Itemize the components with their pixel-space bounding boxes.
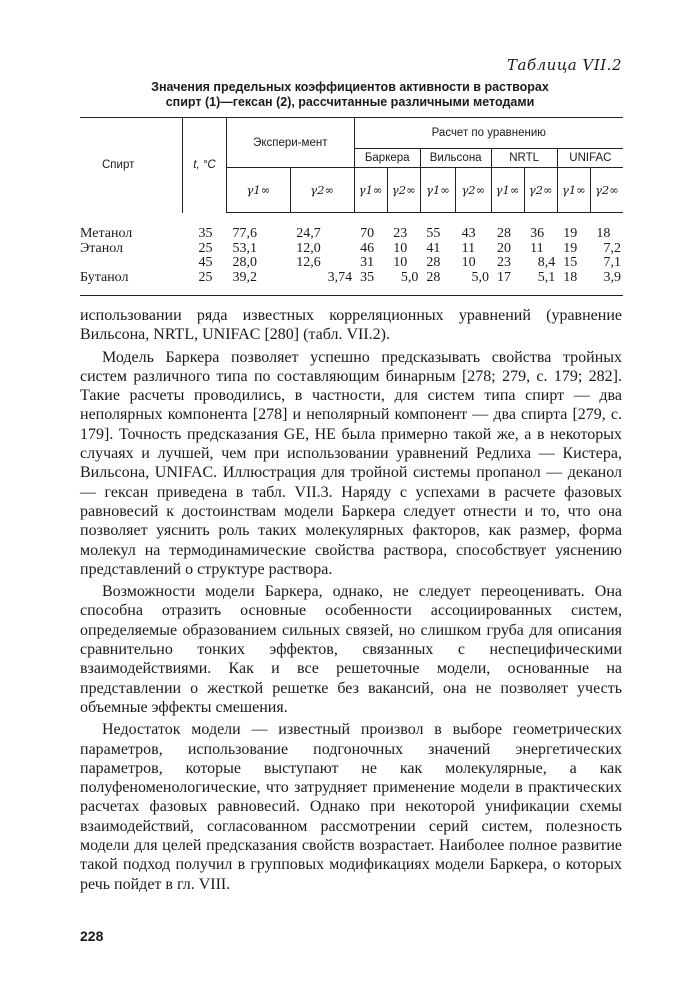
header-gamma2: γ2∞	[387, 168, 420, 213]
cell-wilson-g1: 41	[426, 240, 441, 256]
cell-wilson-g2: 10	[461, 255, 476, 270]
cell-name: Бутанол	[80, 271, 183, 296]
header-gamma2: γ2∞	[590, 168, 623, 213]
cell-unifac-g1: 19	[563, 240, 578, 256]
cell-unifac-g1: 19	[563, 226, 578, 241]
paragraph: Возможности модели Баркера, однако, не следует переоценивать. Она способна отразить основные особенности ассоциированных систем, определяемые образованием сильных связей, но слишком груба для описания сравнительно тонких эффектов, связанных с неспецифическими взаимодействиями. Как и все решеточные модели, основанные на представлении о жесткой решетке без вакансий, она не позволяет учесть объемные эффекты смешения.	[80, 583, 622, 716]
cell-unifac-g2: 7,2	[603, 240, 621, 256]
header-gamma2: γ2∞	[290, 168, 354, 213]
cell-unifac-g2: 7,1	[603, 255, 621, 270]
cell-nrtl-g2: 8,4	[537, 255, 556, 270]
cell-barker-g1: 31	[360, 255, 375, 270]
table-caption	[0, 80, 700, 110]
header-unifac: UNIFAC	[557, 149, 623, 168]
cell-wilson-g2: 11	[461, 240, 476, 256]
table-row	[80, 271, 623, 296]
header-calc: Расчет по уравнению	[354, 118, 623, 149]
header-gamma1: γ1∞	[491, 168, 524, 213]
table-row	[80, 242, 623, 257]
table-label: Таблица VII.2	[507, 56, 622, 74]
paragraph: Недостаток модели — известный произвол в выборе геометрических параметров, использование подгоночных значений энергетических параметров, которые выступают не как молекулярные, а как полуфеноменологические, что затрудняет применение модели в практических расчетах фазовых равновесий. Однако при некоторой унификации схемы взаимодействий, согласованном рассмотрении серий систем, полезность модели для целей предсказания свойств возрастает. Наиболее полное развитие такой подход получил в групповых модификациях модели Баркера, о которых речь пойдет в гл. VIII.	[80, 721, 622, 893]
body-text	[80, 306, 622, 897]
cell-wilson-g2: 5,0	[456, 271, 491, 296]
data-table	[80, 117, 623, 296]
header-wilson: Вильсона	[420, 149, 491, 168]
header-gamma1: γ1∞	[227, 168, 291, 213]
cell-exp-g2: 12,6	[296, 255, 321, 270]
header-barker: Баркера	[354, 149, 420, 168]
cell-exp-g1: 77,6	[232, 226, 257, 241]
caption-line-2: спирт (1)—гексан (2), рассчитанные различными методами	[165, 95, 535, 109]
cell-exp-g2: 24,7	[296, 226, 321, 241]
cell-t: 25	[198, 240, 213, 256]
page-number: 228	[80, 928, 104, 944]
cell-nrtl-g1: 28	[497, 226, 511, 241]
table-row	[80, 213, 623, 242]
cell-name	[80, 256, 183, 271]
cell-nrtl-g1: 23	[497, 255, 511, 270]
cell-unifac-g2: 3,9	[590, 271, 623, 296]
cell-wilson-g2: 43	[461, 226, 476, 241]
header-gamma1: γ1∞	[557, 168, 590, 213]
cell-wilson-g1: 55	[426, 226, 441, 241]
cell-exp-g2: 3,74	[290, 271, 354, 296]
cell-wilson-g1: 28	[426, 255, 441, 270]
cell-t: 35	[198, 225, 213, 241]
cell-name: Этанол	[80, 240, 124, 256]
header-t: t, °C	[183, 118, 227, 213]
cell-barker-g2: 10	[393, 240, 408, 256]
table-row	[80, 256, 623, 271]
cell-nrtl-g2: 5,1	[524, 271, 557, 296]
cell-unifac-g1: 15	[563, 255, 578, 270]
cell-t: 45	[198, 255, 213, 270]
cell-name: Метанол	[80, 225, 133, 241]
header-gamma2: γ2∞	[456, 168, 491, 213]
cell-barker-g2: 23	[393, 226, 408, 241]
cell-barker-g2: 10	[393, 255, 408, 270]
header-gamma1: γ1∞	[420, 168, 455, 213]
header-experiment: Экспери-мент	[227, 118, 355, 168]
cell-barker-g1: 46	[360, 240, 375, 256]
cell-exp-g1: 28,0	[232, 255, 257, 270]
header-nrtl: NRTL	[491, 149, 557, 168]
cell-unifac-g1: 18	[557, 271, 590, 296]
paragraph: использовании ряда известных корреляционных уравнений (уравнение Вильсона, NRTL, UNIFAC [280] (табл. VII.2).	[80, 307, 622, 344]
caption-line-1: Значения предельных коэффициентов активности в растворах	[151, 80, 549, 94]
cell-nrtl-g2: 36	[530, 226, 545, 241]
header-gamma2: γ2∞	[524, 168, 557, 213]
cell-exp-g1: 53,1	[232, 240, 257, 256]
cell-t: 25	[183, 271, 227, 296]
cell-nrtl-g1: 20	[497, 240, 511, 256]
cell-barker-g1: 70	[360, 226, 375, 241]
paragraph: Модель Баркера позволяет успешно предсказывать свойства тройных систем различного типа по составляющим бинарным [278; 279, с. 179; 282]. Такие расчеты проводились, в частности, для систем типа спирт — два неполярных компонента [278] и неполярный компонент — два спирта [279, с. 179]. Точность предсказания GE, HE была примерно такой же, а в некоторых случаях и лучшей, чем при использовании уравнений Редлиха — Кистера, Вильсона, UNIFAC. Иллюстрация для тройной системы пропанол — деканол — гексан приведена в табл. VII.3. Наряду с успехами в расчете фазовых равновесий к достоинствам модели Баркера следует отнести и то, что она позволяет уяснить роль таких молекулярных факторов, как размер, форма молекул на термодинамические свойства раствора, способствует уяснению представлений о структуре раствора.	[80, 348, 622, 578]
cell-barker-g2: 5,0	[387, 271, 420, 296]
cell-unifac-g2: 18	[596, 226, 611, 241]
cell-nrtl-g2: 11	[530, 240, 544, 256]
header-gamma1: γ1∞	[354, 168, 387, 213]
cell-exp-g2: 12,0	[296, 240, 321, 256]
cell-wilson-g1: 28	[420, 271, 455, 296]
cell-nrtl-g1: 17	[491, 271, 524, 296]
cell-barker-g1: 35	[354, 271, 387, 296]
header-spirt: Спирт	[80, 118, 183, 213]
cell-exp-g1: 39,2	[227, 271, 291, 296]
